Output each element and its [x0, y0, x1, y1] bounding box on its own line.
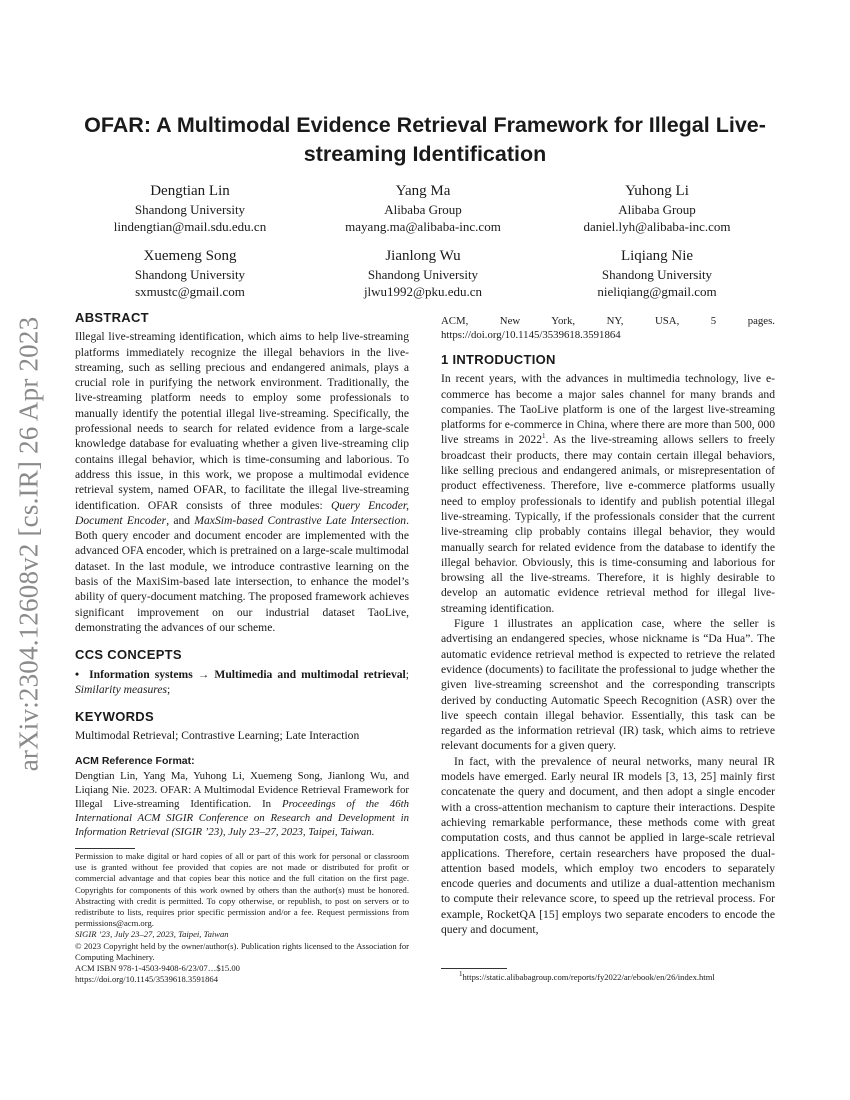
abstract-modules: Query Encoder, Document Encoder	[75, 498, 409, 527]
permission-text: Permission to make digital or hard copies of all or part of this work for personal or classroom use is granted without fee provided that copies are not made or distributed for profit or commercial advantage and that copies bear this notice and the full citation on the first page. Copyrights for components of this work owned by others than the author(s) must be honored. Abstracting with credit is permitted. To copy otherwise, or republish, to post on servers or to redistribute to lists, requires prior specific permission and/or a fee. Request permissions from permissions@acm.org.	[75, 851, 409, 929]
author-email[interactable]: nieliqiang@gmail.com	[597, 284, 717, 299]
ccs-concept: Information systems → Multimedia and multimodal retrieval	[89, 667, 406, 681]
footnote-mark: 1	[459, 970, 463, 979]
author-card	[537, 247, 777, 300]
arxiv-stamp	[12, 300, 46, 788]
intro-text: In recent years, with the advances in multimedia technology, live e-commerce has become a major sales channel for many brands and companies. The TaoLive platform is one of the largest live-streaming platforms for e-commerce in China, where there are more than 500, 000 live streams in 2022	[441, 372, 775, 447]
footnote	[441, 972, 775, 983]
author-email[interactable]: lindengtian@mail.sdu.edu.cn	[113, 219, 267, 234]
author-name: Jianlong Wu	[385, 248, 461, 264]
ccs-text	[75, 667, 409, 698]
author-name: Xuemeng Song	[143, 248, 237, 264]
author-name: Dengtian Lin	[150, 183, 230, 199]
permission-block	[75, 851, 409, 985]
acm-reference-continued: ACM, New York, NY, USA, 5 pages. https://doi.org/10.1145/3539618.3591864	[441, 315, 775, 341]
ccs-sub: Similarity measures	[75, 682, 167, 696]
author-name: Yang Ma	[395, 183, 451, 199]
ccs-bullet: •	[75, 667, 80, 681]
right-column	[441, 314, 775, 937]
intro-paragraph: In fact, with the prevalence of neural networks, many neural IR models have emerged. Early neural IR models [3, 13, 25] mainly first concatenate the query and document, and then adopt a single encoder with a cross-attention mechanism to capture their interactions. Despite achieving remarkable performance, these methods come with great computation costs, and thus cannot be applied in large-scale retrieval applications. Therefore, certain researchers have proposed the dual-attention based models, which employ two encoders to separately encode queries and documents and utilize a dual-attention mechanism to compute their relevance score, to speed up the retrieval process. For example, RocketQA [15] employs two separate encoders to encode the query and document,	[441, 754, 775, 936]
author-affiliation: Alibaba Group	[384, 202, 462, 217]
left-column	[75, 310, 409, 839]
intro-paragraph	[441, 371, 775, 616]
acm-reference-proceedings: Proceedings of the 46th International ACM SIGIR Conference on Research and Development in Information Retrieval (SIGIR ’23), July 23–27, 2023, Taipei, Taiwan.	[75, 798, 410, 839]
author-card	[303, 247, 543, 300]
footnote-ref[interactable]: 1	[542, 432, 546, 441]
author-card	[537, 182, 777, 235]
author-email[interactable]: jlwu1992@pku.edu.cn	[363, 284, 483, 299]
abstract-part: . Both query encoder and document encoder are implemented with the advanced OFA encoder, which is pretrained on a large-scale multimodal dataset. In the last module, we introduce contrastive learning on the basis of the MaxiSim-based late intersection, to enhance the model’s ability of query-document matching. The proposed framework achieves significant improvement on our industrial dataset TaoLive, demonstrating the advances of our scheme.	[75, 513, 410, 634]
footnote-divider	[441, 968, 507, 969]
permission-venue: SIGIR ’23, July 23–27, 2023, Taipei, Taiwan	[75, 929, 229, 940]
author-email[interactable]: daniel.lyh@alibaba-inc.com	[583, 219, 731, 234]
intro-text: . As the live-streaming allows sellers to freely broadcast their products, there may contain certain illegal behaviors, like selling precious and endangered animals, or misrepresentation of product effectiveness. Therefore, live e-commerce platforms usually need to employ professionals to identify and publish potential illegal live-streaming. Typically, if the professionals consider that the current live-streaming clip probably contains illegal behavior, they would manually search for related evidence from the database to identify the illegal behavior. Obviously, this is time-consuming and laborious for browsing all the live-streams. Therefore, it is highly desirable to develop an automatic evidence retrieval method for illegal live-streaming identification.	[441, 433, 776, 615]
ccs-sep: ;	[405, 667, 409, 681]
abstract-and: , and	[166, 513, 195, 527]
acm-reference-part: Dengtian Lin, Yang Ma, Yuhong Li, Xuemeng Song, Jianlong Wu, and Liqiang Nie. 2023. OFAR: A Multimodal Evidence Retrieval Framework for Illegal Live-streaming Identification. In	[75, 770, 409, 811]
author-email[interactable]: mayang.ma@alibaba-inc.com	[345, 219, 501, 234]
author-affiliation: Alibaba Group	[618, 202, 696, 217]
author-affiliation: Shandong University	[367, 267, 479, 282]
author-card	[70, 247, 310, 300]
abstract-heading: ABSTRACT	[75, 310, 149, 325]
author-affiliation: Shandong University	[134, 267, 246, 282]
author-name: Liqiang Nie	[620, 248, 694, 264]
doi-link[interactable]: https://doi.org/10.1145/3539618.3591864	[75, 974, 218, 985]
ccs-end: ;	[167, 682, 171, 696]
copyright-text: © 2023 Copyright held by the owner/author(s). Publication rights licensed to the Association for Computing Machinery.	[75, 940, 409, 962]
isbn-text: ACM ISBN 978-1-4503-9408-6/23/07…$15.00	[75, 963, 240, 974]
intro-paragraph: Figure 1 illustrates an application case, where the seller is advertising an endangered species, whose nickname is “Da Hua”. The automatic evidence retrieval method is expected to retrieve the related evidence (documents) to facilitate the professional to judge whether the given live-streaming screenshot and the corresponding transcripts derived by conducting Automatic Speech Recognition (ASR) over the live speech contain illegal behavior. Essentially, this task can be regarded as the information retrieval (IR) task, which aims to retrieve relevant documents for a given query.	[441, 617, 775, 753]
paper-title: OFAR: A Multimodal Evidence Retrieval Framework for Illegal Live-streaming Identification	[84, 113, 766, 166]
footer-divider	[75, 848, 135, 849]
author-affiliation: Shandong University	[601, 267, 713, 282]
arxiv-id: arXiv:2304.12608v2 [cs.IR] 26 Apr 2023	[13, 316, 44, 772]
acm-reference-text	[75, 769, 409, 839]
keywords-text: Multimodal Retrieval; Contrastive Learning; Late Interaction	[75, 729, 360, 743]
keywords-heading: KEYWORDS	[75, 709, 154, 725]
ccs-heading: CCS CONCEPTS	[75, 647, 182, 663]
author-name: Yuhong Li	[625, 183, 689, 199]
introduction-heading: 1 INTRODUCTION	[441, 352, 556, 367]
abstract-part: Illegal live-streaming identification, which aims to help live-streaming platforms immediately recognize the illegal behaviors in the live-streaming, such as selling precious and endangered animals, plays a crucial role in purifying the network environment. Traditionally, the live-streaming platform needs to employ some professionals to manually identify the potential illegal live-streaming. Specifically, the professional needs to search for related evidence from a large-scale knowledge database for evaluating whether a given live-streaming clip contains illegal behavior, which is time-consuming and laborious. To address this issue, in this work, we propose a multimodal evidence retrieval system, named OFAR, to facilitate the illegal live-streaming identification. OFAR consists of three modules:	[75, 330, 409, 512]
author-card	[303, 182, 543, 235]
author-affiliation: Shandong University	[134, 202, 246, 217]
footnote-url[interactable]: https://static.alibabagroup.com/reports/fy2022/ar/ebook/en/26/index.html	[462, 972, 715, 982]
author-card	[70, 182, 310, 235]
abstract-module3: MaxSim-based Contrastive Late Intersection	[194, 513, 407, 527]
author-email[interactable]: sxmustc@gmail.com	[135, 284, 245, 299]
abstract-text	[75, 329, 409, 635]
acm-reference-heading: ACM Reference Format:	[75, 754, 195, 767]
